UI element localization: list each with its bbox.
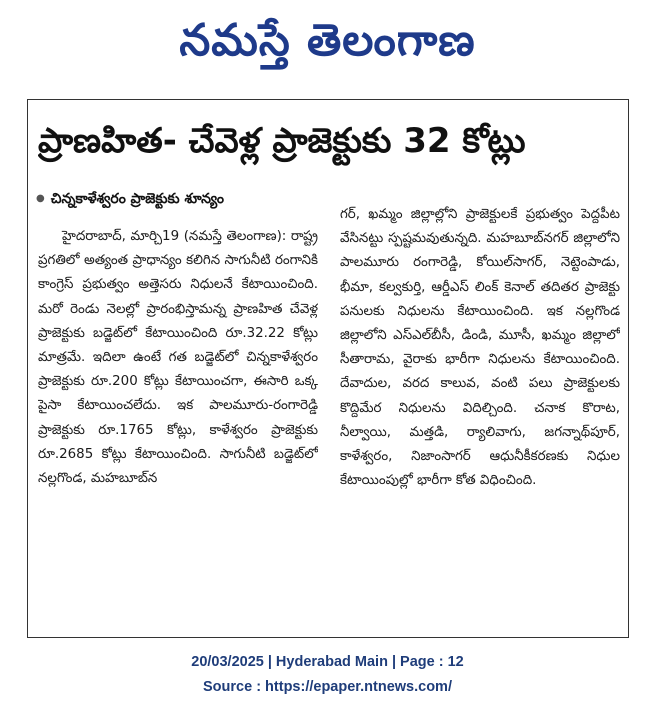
article-headline: ప్రాణహిత- చేవెళ్ల ప్రాజెక్టుకు 32 కోట్లు [38, 121, 526, 161]
article-subheadline-row [36, 184, 326, 214]
newspaper-masthead: నమస్తే తెలంగాణ [179, 15, 476, 66]
source-link[interactable]: Source : https://epaper.ntnews.com/ [203, 679, 452, 695]
article-body-left: హైదరాబాద్, మార్చి19 (నమస్తే తెలంగాణ): రాష్ట్ర ప్రగతిలో అత్యంత ప్రాధాన్యం కలిగిన సాగునీటి రంగానికి కాంగ్రెస్ ప్రభుత్వం అత్తెసరు నిధులనే కేటాయించింది. మరో రెండు నెలల్లో ప్రారంభిస్తామన్న ప్రాణహిత చేవెళ్ల ప్రాజెక్టుకు బడ్జెట్‌లో కేటాయించింది రూ.32.22 కోట్లు మాత్రమే. ఇదిలా ఉంటే గత బడ్జెట్‌లో చిన్నకాళేశ్వరం ప్రాజెక్టుకు రూ.200 కోట్లు కేటాయించగా, ఈసారి ఒక్క పైసా కేటాయించలేదు. ఇక పాలమూరు-రంగారెడ్డి ప్రాజెక్టుకు రూ.1765 కోట్లు, కాళేశ్వరం ప్రాజెక్టుకు రూ.2685 కోట్లు కేటాయించింది. సాగునీటి బడ్జెట్‌లో నల్లగొండ, మహబూబ్‌న [38, 229, 318, 487]
article-column-right [340, 203, 620, 633]
edition-info: 20/03/2025 | Hyderabad Main | Page : 12 [191, 654, 464, 670]
article-body-right: గర్, ఖమ్మం జిల్లాల్లోని ప్రాజెక్టులకే ప్రభుత్వం పెద్దపీట వేసినట్టు స్పష్టమవుతున్నది. మహబూబ్‌నగర్ జిల్లాలోని పాలమూరు రంగారెడ్డి, కోయిల్‌సాగర్, నెట్టెంపాడు, భీమా, కల్వకుర్తి, ఆర్డీఎస్ లింక్ కెనాల్ తదితర ప్రాజెక్టు పనులకు నిధులను కేటాయించింది. ఇక నల్లగొండ జిల్లాలోని ఎస్‌ఎల్‌బీసీ, డిండి, మూసీ, ఖమ్మం జిల్లాలో సీతారామ, వైరాకు భారీగా నిధులను కేటాయించింది. దేవాదుల, వరద కాలువ, వంటి పలు ప్రాజెక్టులకు కొద్దిమేర నిధులను విదిల్చింది. చనాక కొరాట, నీల్వాయి, మత్తడి, ర్యాలివాగు, జగన్నాథ్‌పూర్, కాళేశ్వరం, నిజాంసాగర్ ఆధునీకీకరణకు నిధుల కేటాయింపుల్లో భారీగా కోత విధించింది. [340, 207, 620, 489]
article-clipping [27, 99, 629, 638]
article-subheadline: చిన్నకాళేశ్వరం ప్రాజెక్టుకు శూన్యం [50, 191, 225, 207]
article-column-left [38, 225, 318, 635]
bullet-icon: ● [36, 193, 45, 204]
